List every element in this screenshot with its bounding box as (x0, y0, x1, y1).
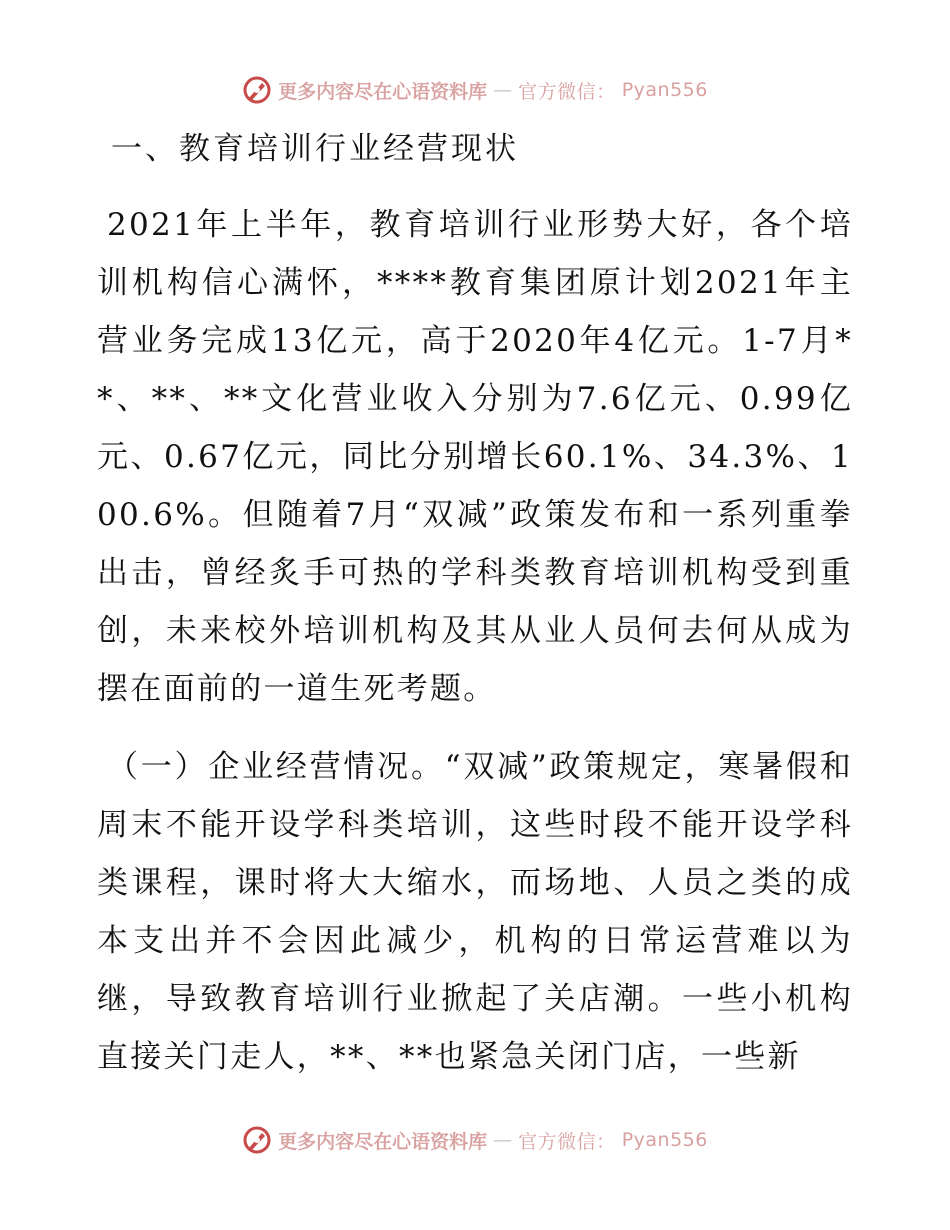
watermark-separator: — (493, 1129, 513, 1151)
watermark-contact-handle: Pyan556 (621, 79, 708, 101)
watermark-banner-top (0, 70, 950, 110)
watermark-contact-label: 官方微信： (518, 1130, 616, 1153)
quill-pen-seal-icon (242, 1125, 272, 1155)
watermark-text: 更多内容尽在心语资料库 (278, 1130, 488, 1153)
document-body (97, 124, 853, 1106)
watermark-separator: — (493, 79, 513, 101)
paragraph-1: 2021年上半年，教育培训行业形势大好，各个培训机构信心满怀，****教育集团原计划2021年主营业务完成13亿元，高于2020年4亿元。1-7月**、**、**文化营业收入分别为7.6亿元、0.99亿元、0.67亿元，同比分别增长60.1%、34.3%、100.6%。但随着7月“双减”政策发布和一系列重拳出击，曾经炙手可热的学科类教育培训机构受到重创，未来校外培训机构及其从业人员何去何从成为摆在面前的一道生死考题。 (97, 207, 853, 707)
section-heading: 一、教育培训行业经营现状 (111, 131, 519, 167)
paragraph-2: （一）企业经营情况。“双减”政策规定，寒暑假和周末不能开设学科类培训，这些时段不能开设学科类课程，课时将大大缩水，而场地、人员之类的成本支出并不会因此减少，机构的日常运营难以为继，导致教育培训行业掀起了关店潮。一些小机构直接关门走人，**、**也紧急关闭门店，一些新 (97, 749, 853, 1075)
watermark-banner-bottom (0, 1120, 950, 1160)
watermark-contact-handle: Pyan556 (621, 1129, 708, 1151)
watermark-contact-label: 官方微信： (518, 80, 616, 103)
quill-pen-seal-icon (242, 75, 272, 105)
watermark-text: 更多内容尽在心语资料库 (278, 80, 488, 103)
